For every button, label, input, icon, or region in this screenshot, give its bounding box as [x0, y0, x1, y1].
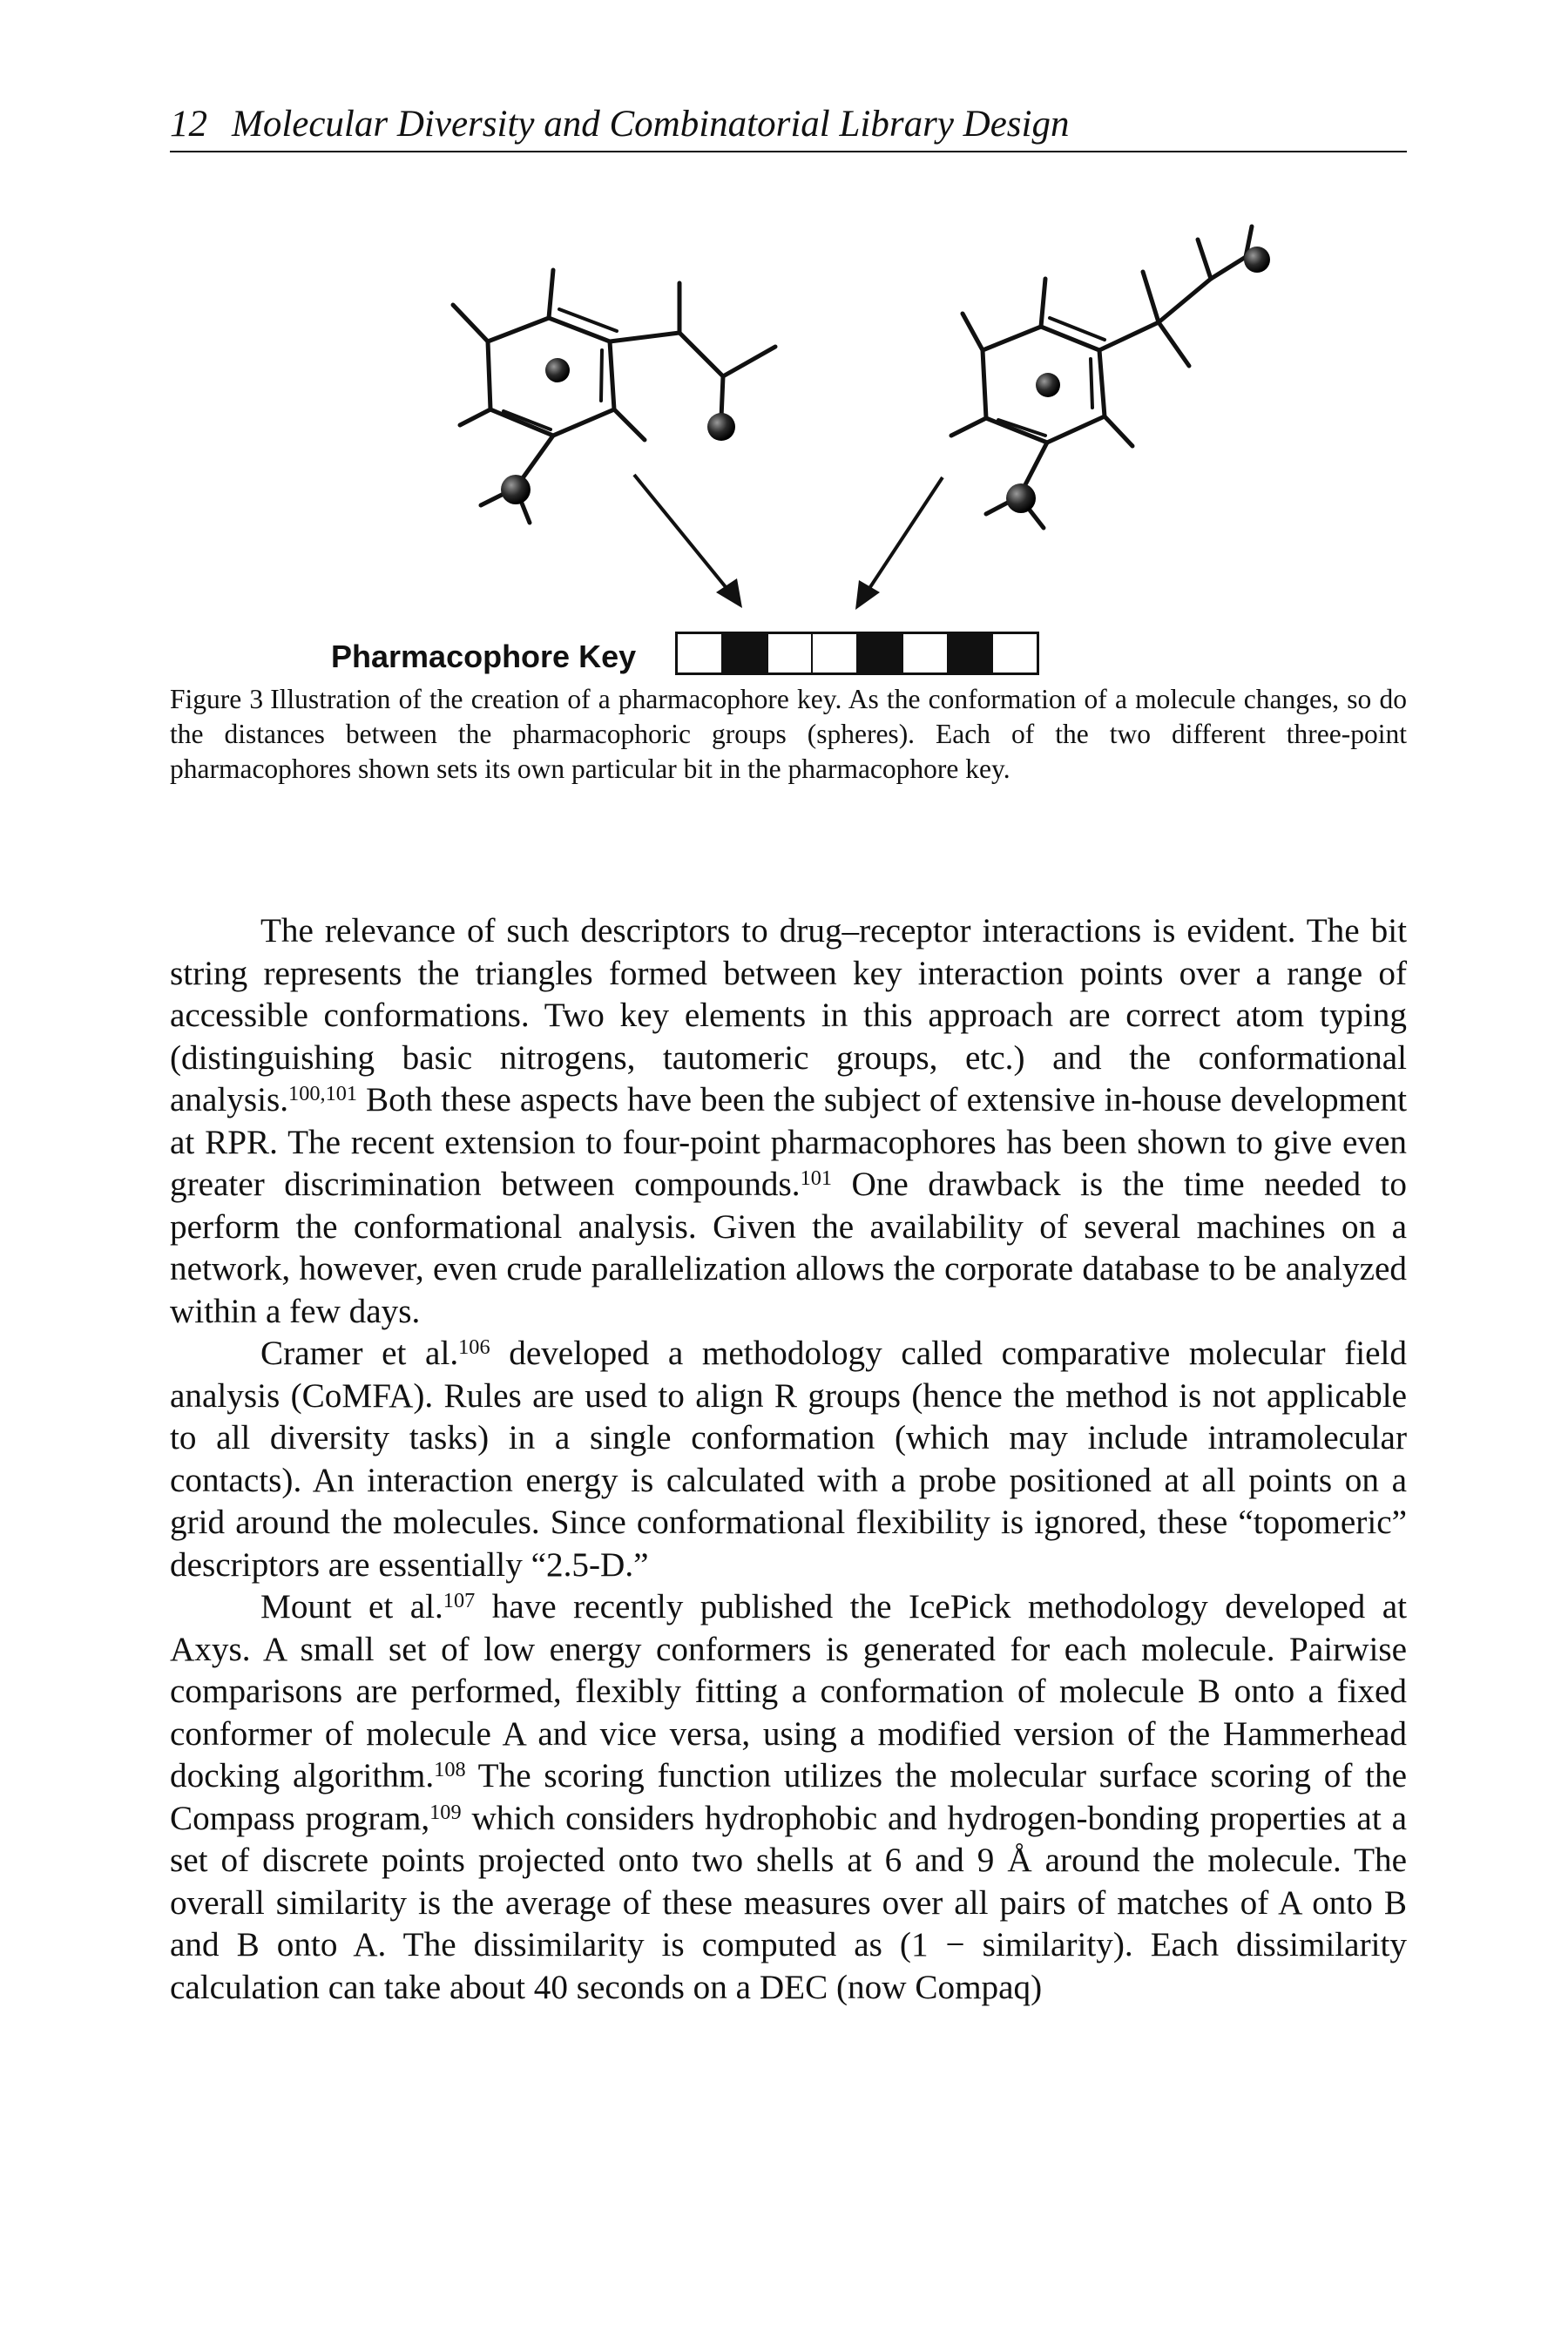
reference-marker: 101 — [800, 1166, 833, 1190]
key-bit-5 — [903, 634, 949, 672]
key-bit-4 — [858, 634, 903, 672]
caption-text: Illustration of the creation of a pharmacophore key. As the conformation of a molecule changes, so do the distances between the pharmacophoric groups (spheres). Each of the two different three-point pharmacophores shown sets its own particular bit in the pharmacophore key. — [170, 684, 1407, 784]
arrow-right-to-key — [855, 477, 943, 610]
pharmacophore-sphere-chain-1 — [707, 413, 735, 441]
pharmacophore-sphere-substituent-1 — [501, 475, 531, 504]
figure-3-illustration — [0, 0, 1568, 732]
reference-marker: 108 — [434, 1757, 466, 1781]
pharmacophore-sphere-chain-2 — [1244, 247, 1270, 273]
reference-marker: 109 — [429, 1800, 462, 1824]
arrow-left-to-key — [634, 475, 742, 608]
paragraph-3 — [170, 1586, 1407, 2009]
reference-marker: 100,101 — [288, 1081, 358, 1105]
pharmacophore-sphere-ring-1 — [545, 358, 570, 382]
key-bit-1 — [723, 634, 768, 672]
paragraph-1-text-1: The relevance of such descriptors to drug–receptor interactions is evident. The bit string represents the triangles formed between key interaction points over a range of accessible conformations. Two key elements in this approach are correct atom typing (distinguishing basic nitrogens, tautomeric groups, etc.) and the conformational analysis. — [170, 912, 1407, 1119]
pharmacophore-sphere-ring-2 — [1036, 373, 1060, 397]
pharmacophore-key-label: Pharmacophore Key — [331, 639, 637, 674]
paragraph-2-text-1: Cramer et al. — [260, 1335, 459, 1372]
molecule-conformation-1 — [453, 270, 775, 523]
paragraph-3-text-3: The scoring function utilizes the molecular surface scoring of the Compass program, — [170, 1757, 1407, 1837]
body-text — [170, 910, 1407, 2009]
paragraph-3-text-4: which considers hydrophobic and hydrogen-bonding properties at a set of discrete points projected onto two shells at 6 and 9 Å around the molecule. The overall similarity is the average of these measures over all pairs of matches of A onto B and B onto A. The dissimilarity is computed as (1 − similarity). Each dissimilarity calculation can take about 40 seconds on a DEC (now Compaq) — [170, 1799, 1407, 2006]
running-title: Molecular Diversity and Combinatorial Library Design — [232, 104, 1070, 145]
key-bit-7 — [993, 634, 1037, 672]
reference-marker: 107 — [443, 1588, 476, 1612]
paragraph-1 — [170, 910, 1407, 1333]
pharmacophore-key-bitstring — [675, 632, 1039, 675]
key-bit-6 — [949, 634, 994, 672]
caption-label: Figure 3 — [170, 684, 264, 714]
key-bit-0 — [678, 634, 723, 672]
reference-marker: 106 — [458, 1335, 490, 1359]
key-bit-3 — [813, 634, 858, 672]
key-bit-2 — [768, 634, 814, 672]
pharmacophore-sphere-substituent-2 — [1006, 483, 1036, 513]
paragraph-3-text-2: have recently published the IcePick methodology developed at Axys. A small set of low energy conformers is generated for each molecule. Pairwise comparisons are performed, flexibly fitting a conformation of molecule B onto a fixed conformer of molecule A and vice versa, using a modified version of the Hammerhead docking algorithm. — [170, 1588, 1407, 1794]
molecule-conformation-2 — [951, 226, 1252, 528]
page-number: 12 — [170, 104, 207, 145]
paragraph-2 — [170, 1333, 1407, 1586]
paragraph-2-text-2: developed a methodology called comparative molecular field analysis (CoMFA). Rules are used to align R groups (hence the method is not applicable to all diversity tasks) in a single conformation (which may include intramolecular contacts). An interaction energy is calculated with a probe positioned at all points on a grid around the molecules. Since conformational flexibility is ignored, these “topomeric” descriptors are essentially “2.5-D.” — [170, 1335, 1407, 1584]
paragraph-3-text-1: Mount et al. — [260, 1588, 443, 1625]
paragraph-1-text-3: One drawback is the time needed to perform the conformational analysis. Given the availability of several machines on a network, however, even crude parallelization allows the corporate database to be analyzed within a few days. — [170, 1166, 1407, 1330]
paragraph-1-text-2: Both these aspects have been the subject of extensive in-house development at RPR. The recent extension to four-point pharmacophores has been shown to give even greater discrimination between compounds. — [170, 1081, 1407, 1203]
figure-caption — [170, 682, 1407, 787]
